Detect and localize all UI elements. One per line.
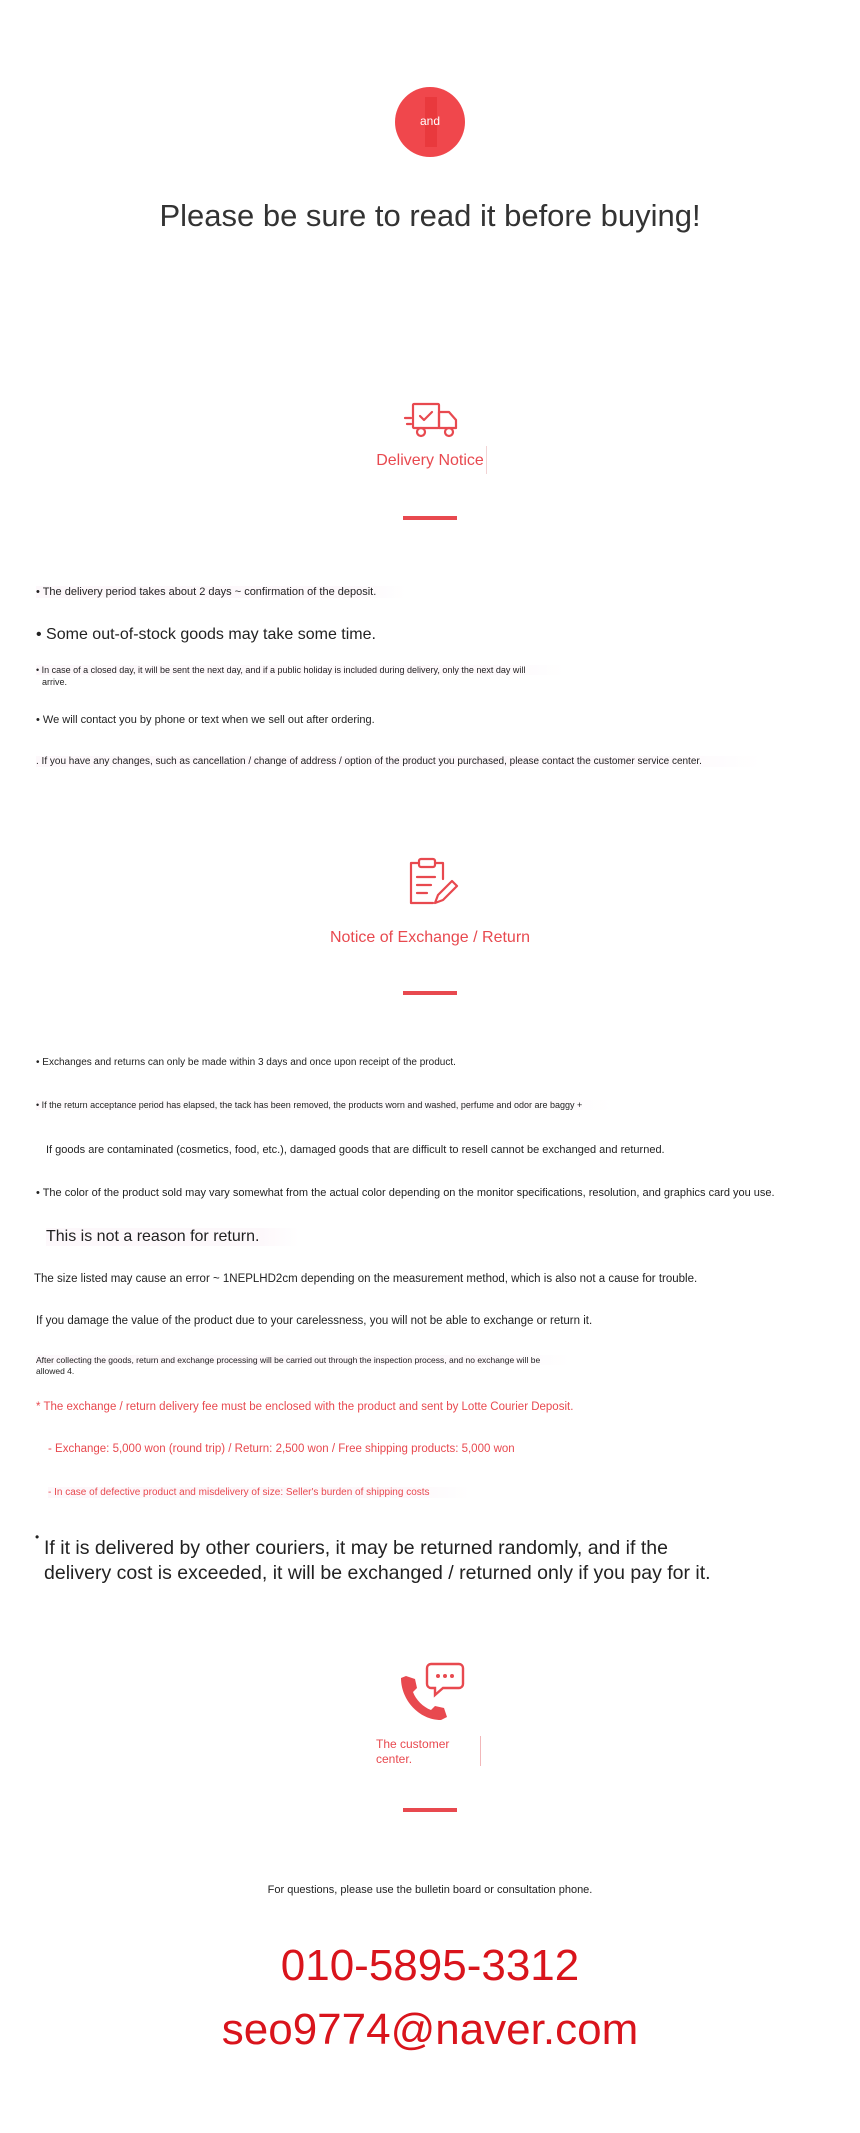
page-headline: Please be sure to read it before buying! — [159, 198, 701, 233]
exchange-item-1: • Exchanges and returns can only be made within 3 days and once upon receipt of the product. — [36, 1057, 456, 1068]
section-divider — [403, 991, 457, 995]
exchange-item-3: If goods are contaminated (cosmetics, food, etc.), damaged goods that are difficult to resell cannot be exchanged and returned. — [46, 1144, 665, 1156]
big-note-line-1: If it is delivered by other couriers, it may be returned randomly, and if the — [44, 1537, 668, 1559]
exchange-item-4: • The color of the product sold may vary somewhat from the actual color depending on the monitor specifications, resolution, and graphics card you use. — [36, 1187, 775, 1199]
exchange-defect-note: - In case of defective product and misdelivery of size: Seller's burden of shipping costs — [48, 1487, 470, 1498]
delivery-title: Delivery Notice — [376, 452, 484, 469]
exchange-fee-note: * The exchange / return delivery fee must be enclosed with the product and sent by Lotte Courier Deposit. — [36, 1401, 574, 1413]
exchange-title: Notice of Exchange / Return — [329, 929, 531, 946]
exchange-item-8-cont: allowed 4. — [36, 1366, 75, 1376]
clipboard-pencil-icon — [405, 857, 459, 911]
exchange-item-2: • If the return acceptance period has elapsed, the tack has been removed, the products worn and washed, perfume and odor are baggy + — [36, 1100, 612, 1110]
exchange-item-8: After collecting the goods, return and exchange processing will be carried out through the inspection process, and no exchange will be — [36, 1355, 570, 1365]
top-badge — [395, 87, 465, 157]
delivery-item-2: • Some out-of-stock goods may take some time. — [36, 626, 376, 643]
section-divider — [403, 1808, 457, 1812]
delivery-item-4: • We will contact you by phone or text when we sell out after ordering. — [36, 714, 375, 726]
big-note-bullet: • — [35, 1530, 40, 1544]
section-divider — [403, 516, 457, 520]
delivery-truck-icon — [403, 400, 461, 442]
title-marker — [486, 446, 487, 474]
customer-center-title-line-1: The customer — [376, 1737, 450, 1751]
exchange-fee-detail: - Exchange: 5,000 won (round trip) / Return: 2,500 won / Free shipping products: 5,000 won — [48, 1443, 515, 1455]
customer-center-title-line-2: center. — [376, 1752, 413, 1766]
phone-chat-icon — [397, 1662, 465, 1724]
exchange-item-5: This is not a reason for return. — [46, 1228, 299, 1246]
customer-note: For questions, please use the bulletin board or consultation phone. — [267, 1884, 593, 1896]
contact-email[interactable]: seo9774@naver.com — [221, 2005, 639, 2054]
exchange-item-7: If you damage the value of the product due to your carelessness, you will not be able to exchange or return it. — [36, 1315, 593, 1327]
delivery-item-1: • The delivery period takes about 2 days ~ confirmation of the deposit. — [36, 586, 406, 598]
badge-text: and — [419, 114, 441, 128]
delivery-item-5: . If you have any changes, such as cancellation / change of address / option of the product you purchased, please contact the customer service center. — [36, 756, 762, 767]
delivery-item-3-cont: arrive. — [42, 677, 68, 687]
delivery-item-3: • In case of a closed day, it will be sent the next day, and if a public holiday is included during delivery, only the next day will — [36, 665, 565, 675]
title-marker — [480, 1736, 481, 1766]
customer-center-title — [376, 1737, 476, 1767]
contact-phone[interactable]: 010-5895-3312 — [280, 1941, 580, 1990]
exchange-item-6: The size listed may cause an error ~ 1NEPLHD2cm depending on the measurement method, which is also not a cause for trouble. — [34, 1273, 698, 1285]
big-note-line-2: delivery cost is exceeded, it will be exchanged / returned only if you pay for it. — [44, 1562, 711, 1584]
